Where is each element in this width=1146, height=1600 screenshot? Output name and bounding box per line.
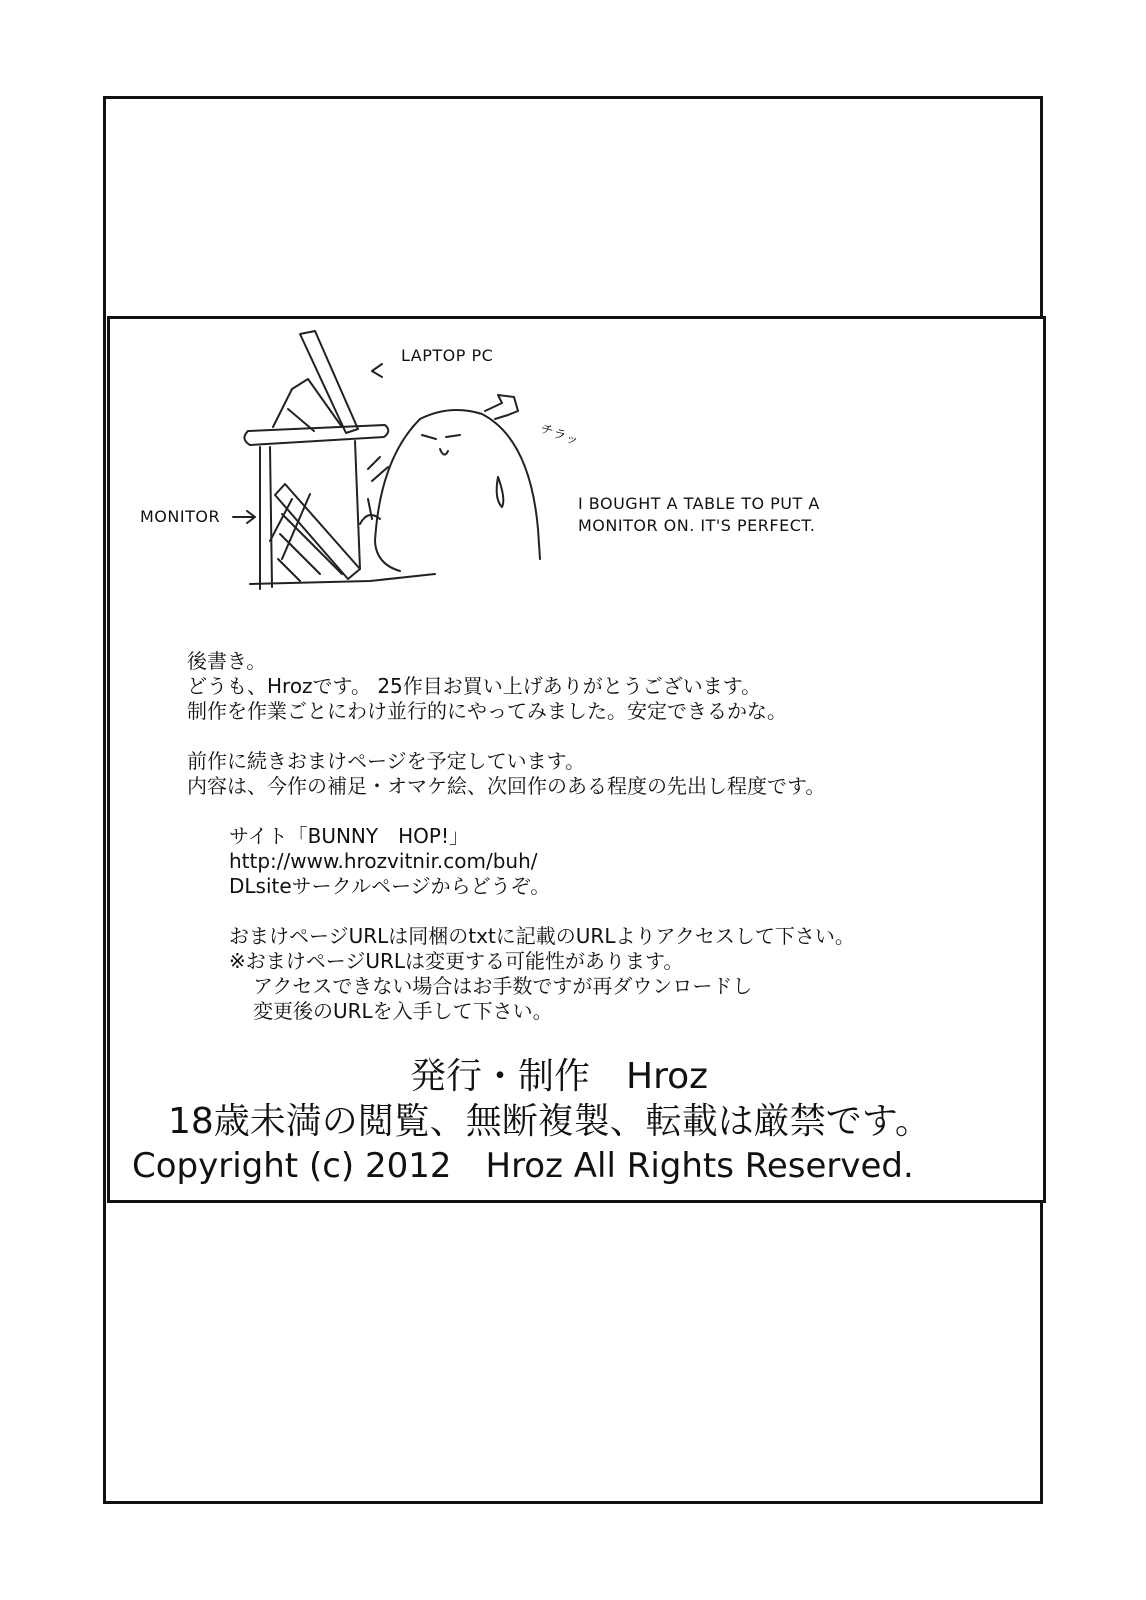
notice-line: おまけページURLは同梱のtxtに記載のURLよりアクセスして下さい。 <box>229 924 855 948</box>
publisher-block <box>110 1054 1049 1189</box>
notice-line: 変更後のURLを入手して下さい。 <box>253 999 553 1023</box>
afterword-line: 制作を作業ごとにわけ並行的にやってみました。安定できるかな。 <box>187 699 787 723</box>
character-sketch <box>375 410 540 559</box>
site-url[interactable]: http://www.hrozvitnir.com/buh/ <box>229 849 538 873</box>
afterword-panel <box>107 316 1046 1203</box>
laptop-label: LAPTOP PC <box>401 346 494 365</box>
laptop-sketch <box>300 331 358 433</box>
caption-line-1: I BOUGHT A TABLE TO PUT A <box>578 494 820 513</box>
notice-line: ※おまけページURLは変更する可能性があります。 <box>229 949 684 973</box>
publisher-line: 発行・制作 Hroz <box>410 1056 709 1097</box>
afterword-heading: 後書き。 <box>187 649 267 673</box>
sketch-illustration <box>110 319 1049 619</box>
copyright: Copyright (c) 2012 Hroz All Rights Reserved. <box>132 1146 914 1186</box>
notice-line: アクセスできない場合はお手数ですが再ダウンロードし <box>253 974 753 998</box>
monitor-arrow <box>233 511 255 523</box>
laptop-arrow <box>372 364 382 377</box>
afterword-text <box>187 649 855 1024</box>
caption-line-2: MONITOR ON. IT'S PERFECT. <box>578 516 816 535</box>
afterword-line: 前作に続きおまけページを予定しています。 <box>187 749 585 773</box>
site-note: DLsiteサークルページからどうぞ。 <box>229 874 551 898</box>
table-sketch <box>244 425 388 445</box>
sound-effect: チラッ <box>537 421 581 450</box>
afterword-line: 内容は、今作の補足・オマケ絵、次回作のある程度の先出し程度です。 <box>187 774 826 798</box>
age-notice: 18歳未満の閲覧、無断複製、転載は厳禁です。 <box>168 1101 931 1142</box>
site-name: サイト「BUNNY HOP!」 <box>229 824 469 848</box>
monitor-sketch <box>275 484 360 579</box>
afterword-line: どうも、Hrozです。 25作目お買い上げありがとうございます。 <box>187 674 762 698</box>
monitor-label: MONITOR <box>140 507 221 526</box>
